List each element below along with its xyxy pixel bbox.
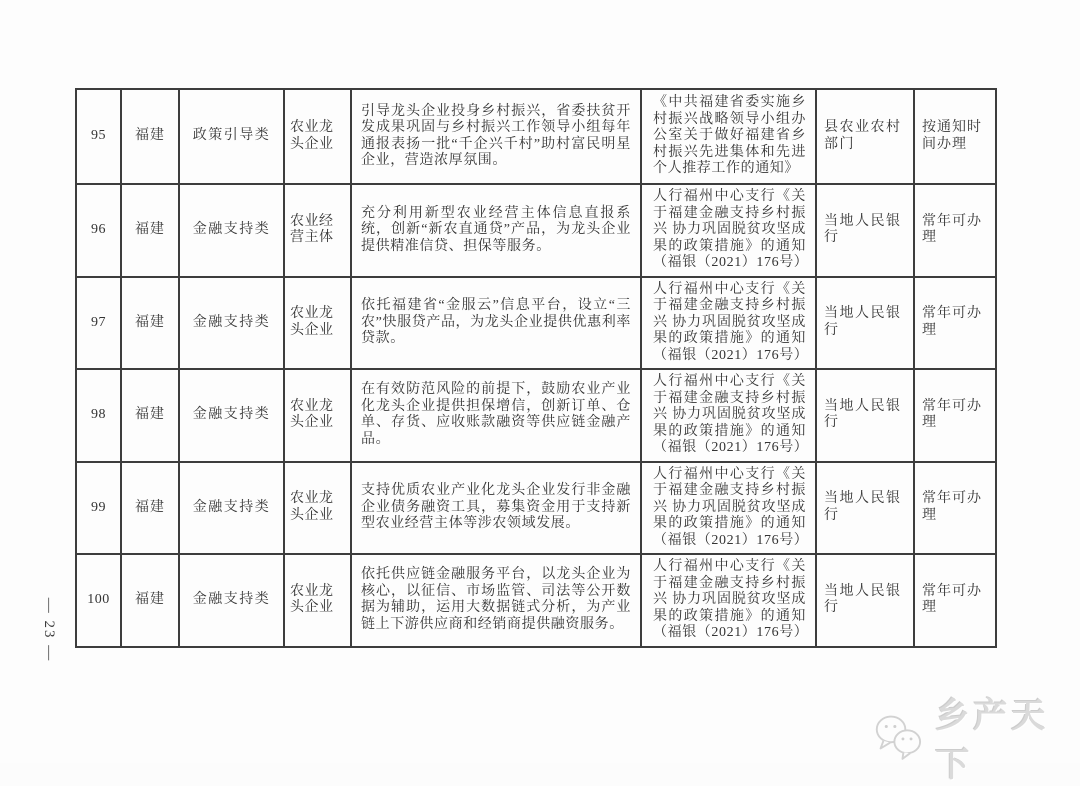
cell-policy-basis: 《中共福建省委实施乡村振兴战略领导小组办公室关于做好福建省乡村振兴先进集体和先进个人推荐工作的通知》 (641, 89, 816, 184)
cell-measure: 依托福建省“金服云”信息平台，设立“三农”快服贷产品，为龙头企业提供优惠利率贷款。 (351, 277, 641, 370)
cell-row-number: 99 (76, 462, 121, 555)
cell-measure: 支持优质农业产业化龙头企业发行非金融企业债务融资工具，募集资金用于支持新型农业经营主体等涉农领域发展。 (351, 462, 641, 555)
cell-schedule: 按通知时间办理 (914, 89, 996, 184)
cell-schedule: 常年可办理 (914, 184, 996, 277)
cell-policy-basis: 人行福州中心支行《关于福建金融支持乡村振兴 协力巩固脱贫攻坚成果的政策措施》的通知（福银（2021）176号） (641, 369, 816, 462)
chat-bubbles-icon (872, 710, 927, 764)
cell-province: 福建 (121, 369, 179, 462)
cell-category: 政策引导类 (179, 89, 284, 184)
cell-row-number: 95 (76, 89, 121, 184)
table-row (76, 369, 996, 462)
cell-schedule: 常年可办理 (914, 462, 996, 555)
cell-department: 当地人民银行 (816, 184, 914, 277)
cell-entity: 农业龙头企业 (284, 462, 351, 555)
cell-entity: 农业经营主体 (284, 184, 351, 277)
cell-row-number: 96 (76, 184, 121, 277)
cell-row-number: 98 (76, 369, 121, 462)
cell-category: 金融支持类 (179, 554, 284, 647)
cell-policy-basis: 人行福州中心支行《关于福建金融支持乡村振兴 协力巩固脱贫攻坚成果的政策措施》的通知（福银（2021）176号） (641, 462, 816, 555)
cell-row-number: 100 (76, 554, 121, 647)
cell-category: 金融支持类 (179, 369, 284, 462)
table-row (76, 184, 996, 277)
cell-department: 当地人民银行 (816, 277, 914, 370)
cell-category: 金融支持类 (179, 277, 284, 370)
cell-schedule: 常年可办理 (914, 277, 996, 370)
cell-measure: 充分利用新型农业经营主体信息直报系统，创新“新农直通贷”产品，为龙头企业提供精准信贷、担保等服务。 (351, 184, 641, 277)
cell-measure: 依托供应链金融服务平台，以龙头企业为核心，以征信、市场监管、司法等公开数据为辅助，运用大数据链式分析，为产业链上下游供应商和经销商提供融资服务。 (351, 554, 641, 647)
policy-measures-table (75, 88, 997, 648)
page-number: — 23 — (41, 597, 57, 663)
cell-category: 金融支持类 (179, 184, 284, 277)
cell-schedule: 常年可办理 (914, 554, 996, 647)
cell-schedule: 常年可办理 (914, 369, 996, 462)
table-row (76, 554, 996, 647)
cell-entity: 农业龙头企业 (284, 554, 351, 647)
cell-entity: 农业龙头企业 (284, 277, 351, 370)
cell-measure: 引导龙头企业投身乡村振兴，省委扶贫开发成果巩固与乡村振兴工作领导小组每年通报表扬一批“千企兴千村”助村富民明星企业，营造浓厚氛围。 (351, 89, 641, 184)
cell-department: 当地人民银行 (816, 554, 914, 647)
cell-policy-basis: 人行福州中心支行《关于福建金融支持乡村振兴 协力巩固脱贫攻坚成果的政策措施》的通知（福银（2021）176号） (641, 277, 816, 370)
watermark-logo (872, 688, 1080, 786)
cell-department: 当地人民银行 (816, 462, 914, 555)
cell-province: 福建 (121, 554, 179, 647)
cell-policy-basis: 人行福州中心支行《关于福建金融支持乡村振兴 协力巩固脱贫攻坚成果的政策措施》的通知（福银（2021）176号） (641, 554, 816, 647)
cell-entity: 农业龙头企业 (284, 89, 351, 184)
table-row (76, 89, 996, 184)
table-row (76, 277, 996, 370)
cell-province: 福建 (121, 462, 179, 555)
cell-row-number: 97 (76, 277, 121, 370)
cell-province: 福建 (121, 277, 179, 370)
cell-policy-basis: 人行福州中心支行《关于福建金融支持乡村振兴 协力巩固脱贫攻坚成果的政策措施》的通知（福银（2021）176号） (641, 184, 816, 277)
table-row (76, 462, 996, 555)
cell-measure: 在有效防范风险的前提下，鼓励农业产业化龙头企业提供担保增信，创新订单、仓单、存货、应收账款融资等供应链金融产品。 (351, 369, 641, 462)
cell-category: 金融支持类 (179, 462, 284, 555)
cell-entity: 农业龙头企业 (284, 369, 351, 462)
cell-department: 当地人民银行 (816, 369, 914, 462)
watermark-brand-text: 乡产天下 (935, 697, 1050, 784)
cell-department: 县农业农村部门 (816, 89, 914, 184)
cell-province: 福建 (121, 184, 179, 277)
cell-province: 福建 (121, 89, 179, 184)
